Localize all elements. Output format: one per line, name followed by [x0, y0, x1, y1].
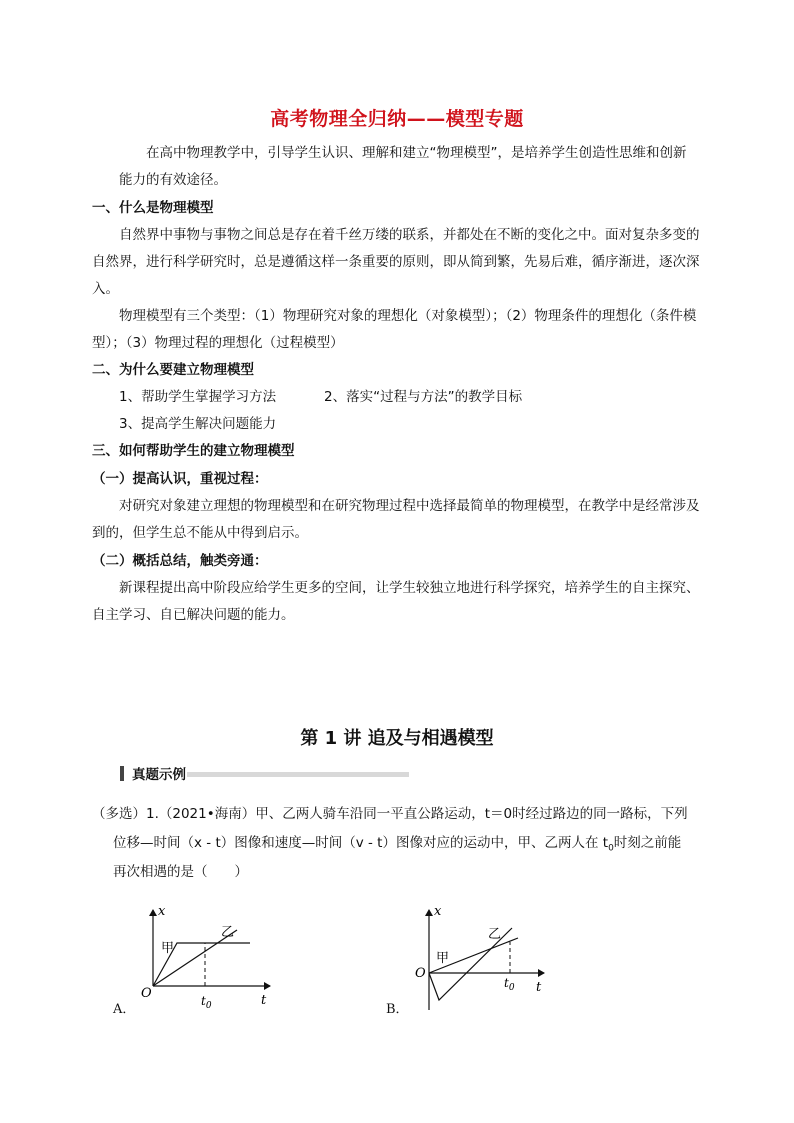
- section-label: 真题示例: [132, 767, 186, 783]
- figure-b-y-label: x: [434, 904, 442, 919]
- figure-b-yi-label: 乙: [488, 927, 502, 942]
- figure-a-x-label: t: [261, 993, 267, 1008]
- section-divider: [187, 772, 409, 777]
- section-1-paragraph-2: 物理模型有三个类型：（1）物理研究对象的理想化（对象模型）；（2）物理条件的理想化（条件模型）；（3）物理过程的理想化（过程模型）: [92, 308, 697, 351]
- figure-b-jia-label: 甲: [436, 951, 450, 966]
- section-3-heading: 三、如何帮助学生的建立物理模型: [92, 443, 295, 459]
- intro-paragraph: 在高中物理教学中，引导学生认识、理解和建立“物理模型”，是培养学生创造性思维和创新能力的有效途径。: [119, 145, 687, 188]
- section-1-heading: 一、什么是物理模型: [92, 200, 214, 216]
- question-line-3: 再次相遇的是（ ）: [113, 864, 248, 880]
- question-t0-subscript: 0: [608, 843, 614, 854]
- question-line-2-b: 时刻之前能: [613, 835, 682, 851]
- lesson-title: 第 1 讲 追及与相遇模型: [300, 728, 494, 749]
- figure-a-origin-label: O: [141, 986, 152, 1001]
- section-3-paragraph-1: 对研究对象建立理想的物理模型和在研究物理过程中选择最简单的物理模型，在教学中是经常涉及到的，但学生总不能从中得到启示。: [92, 498, 700, 541]
- document-title: 高考物理全归纳——模型专题: [270, 108, 524, 130]
- section-2-item-2: 2、落实“过程与方法”的教学目标: [324, 389, 523, 405]
- figure-b-x-label: t: [536, 980, 542, 995]
- option-b-label: B．: [386, 1002, 409, 1017]
- section-2-heading: 二、为什么要建立物理模型: [92, 362, 254, 378]
- figure-b-t0-label: $t_0$: [504, 976, 515, 993]
- figure-a-jia-label: 甲: [161, 941, 175, 956]
- question-line-2-a: 位移—时间（x - t）图像和速度—时间（v - t）图像对应的运动中，甲、乙两人在 t: [113, 835, 609, 851]
- figure-a-t0-label: $t_0$: [201, 994, 212, 1011]
- question-line-1: （多选）1.（2021•海南）甲、乙两人骑车沿同一平直公路运动，t＝0时经过路边的同一路标，下列: [92, 806, 688, 822]
- section-3-subheading-1: （一）提高认识，重视过程：: [92, 471, 268, 487]
- section-3-paragraph-2: 新课程提出高中阶段应给学生更多的空间，让学生较独立地进行科学探究，培养学生的自主探究、自主学习、自已解决问题的能力。: [92, 580, 700, 623]
- section-marker: [120, 766, 124, 781]
- figure-b-origin-label: O: [415, 966, 426, 981]
- section-2-item-1: 1、帮助学生掌握学习方法: [119, 389, 277, 405]
- option-a-label: A．: [113, 1002, 136, 1017]
- figure-b: [384, 900, 584, 1020]
- section-2-item-3: 3、提高学生解决问题能力: [119, 416, 277, 432]
- section-1-paragraph-1: 自然界中事物与事物之间总是存在着千丝万缕的联系，并都处在不断的变化之中。面对复杂多变的自然界，进行科学研究时，总是遵循这样一条重要的原则，即从简到繁，先易后难，循序渐进，逐次深入。: [92, 227, 700, 297]
- section-bar: [120, 764, 186, 782]
- figure-a-yi-label: 乙: [221, 925, 235, 940]
- section-3-subheading-2: （二）概括总结，触类旁通：: [92, 553, 268, 569]
- figure-a-y-label: x: [158, 904, 166, 919]
